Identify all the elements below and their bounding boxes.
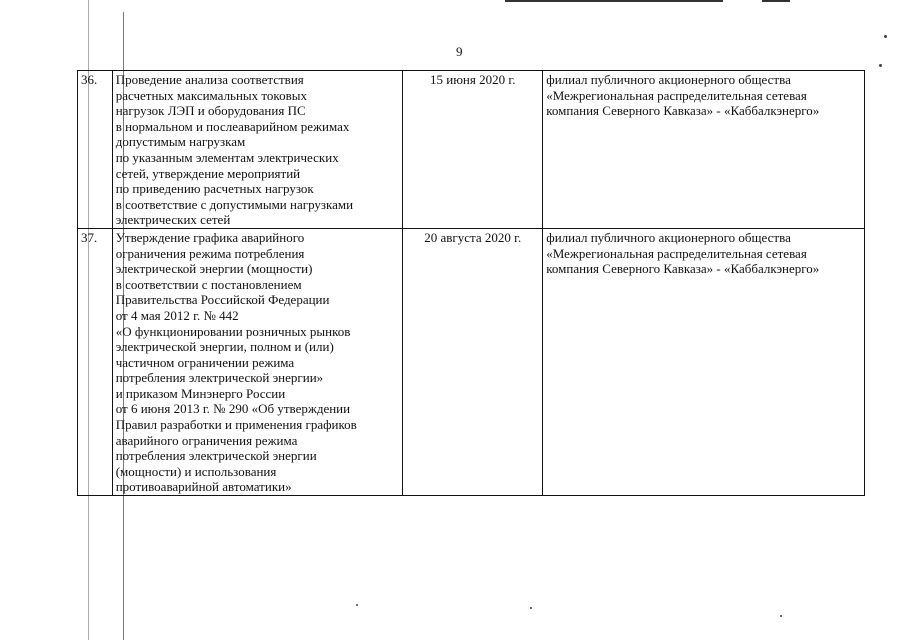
table-row bbox=[78, 228, 865, 495]
scan-artifact-top-line-right bbox=[762, 0, 790, 2]
task-description: Утверждение графика аварийного ограничения режима потребления электрической энергии (мощности) в соответствии с постановлением Правительства Российской Федерации от 4 мая 2012 г. № 442 «О функционировании розничных рынков электрической энергии, полном и (или) частичном ограничении режима потребления электрической энергии» и приказом Минэнерго России от 6 июня 2013 г. № 290 «Об утверждении Правил разработки и применения графиков аварийного ограничения режима потребления электрической энергии (мощности) и использования противоаварийной автоматики» bbox=[112, 228, 403, 495]
scan-artifact-dot bbox=[884, 35, 887, 38]
row-number: 37. bbox=[78, 228, 113, 495]
due-date: 20 августа 2020 г. bbox=[403, 228, 543, 495]
page-number: 9 bbox=[456, 44, 463, 59]
scan-artifact-dot bbox=[780, 615, 782, 617]
task-description: Проведение анализа соответствия расчетных максимальных токовых нагрузок ЛЭП и оборудования ПС в нормальном и послеаварийном режимах допустимым нагрузкам по указанным элементам электрических сетей, утверждение мероприятий по приведению расчетных нагрузок в соответствие с допустимыми нагрузками электрических сетей bbox=[112, 71, 403, 229]
responsible-party: филиал публичного акционерного общества «Межрегиональная распределительная сетевая компания Северного Кавказа» - «Каббалкэнерго» bbox=[543, 228, 865, 495]
scan-artifact-dot bbox=[879, 64, 882, 67]
row-number: 36. bbox=[78, 71, 113, 229]
scan-artifact-dot bbox=[530, 607, 532, 609]
scan-artifact-top-line bbox=[505, 0, 723, 2]
responsible-party: филиал публичного акционерного общества «Межрегиональная распределительная сетевая компания Северного Кавказа» - «Каббалкэнерго» bbox=[543, 71, 865, 229]
scan-artifact-dot bbox=[356, 604, 358, 606]
due-date: 15 июня 2020 г. bbox=[403, 71, 543, 229]
schedule-table bbox=[77, 70, 865, 496]
table-row bbox=[78, 71, 865, 229]
